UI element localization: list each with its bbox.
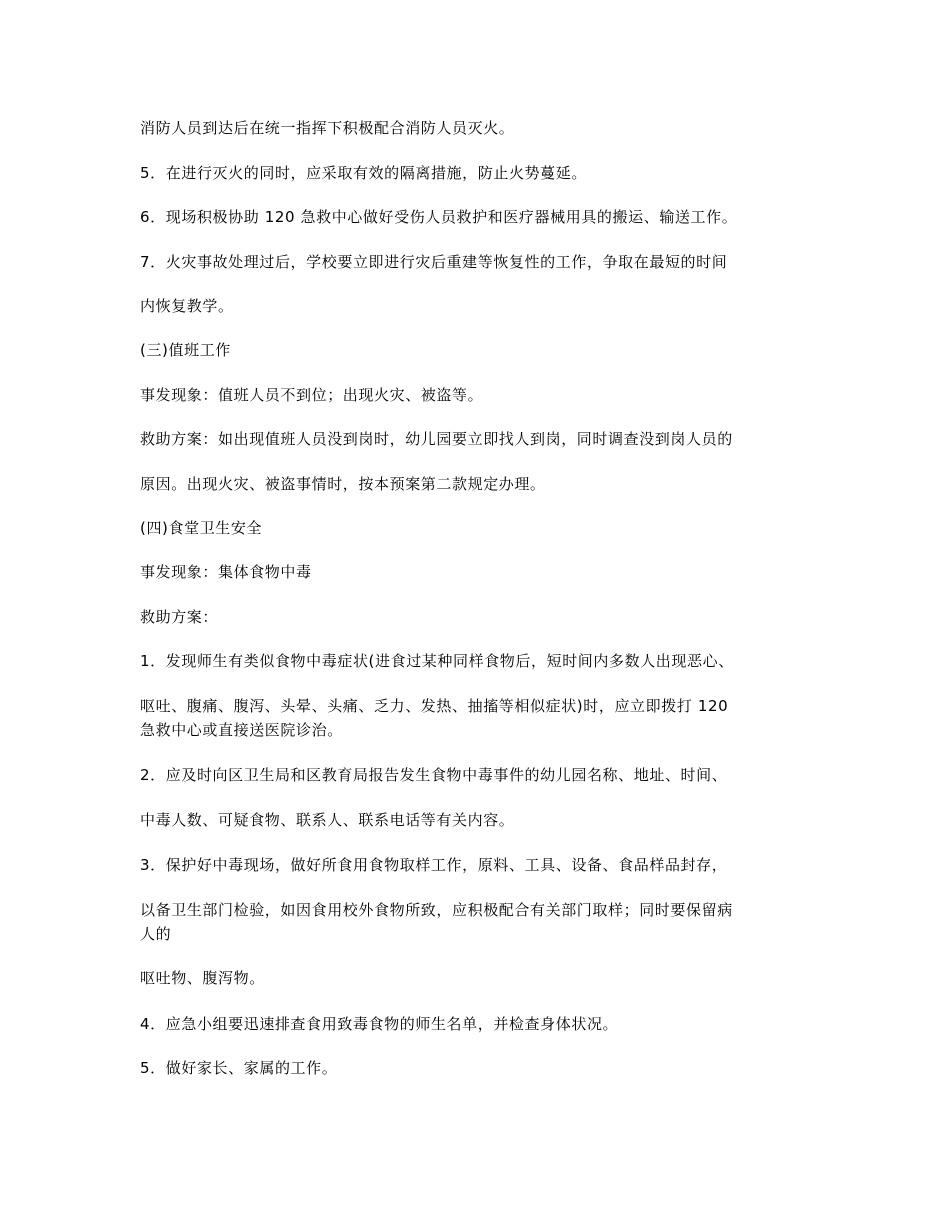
- text-line: 消防人员到达后在统一指挥下积极配合消防人员灭火。: [140, 119, 515, 137]
- text-line: 6．现场积极协助 120 急救中心做好受伤人员救护和医疗器械用具的搬运、输送工作。: [140, 208, 738, 226]
- section-heading: (四)食堂卫生安全: [140, 519, 263, 537]
- text-line: 急救中心或直接送医院诊治。: [140, 721, 343, 739]
- text-line: 1．发现师生有类似食物中毒症状(进食过某种同样食物后，短时间内多数人出现恶心、: [140, 652, 734, 670]
- text-line: 事发现象：值班人员不到位；出现火灾、被盗等。: [140, 386, 484, 404]
- text-line: 救助方案：: [140, 608, 219, 626]
- text-line: 内恢复教学。: [140, 297, 234, 315]
- text-line: 7．火灾事故处理过后，学校要立即进行灾后重建等恢复性的工作，争取在最短的时间: [140, 253, 728, 271]
- text-line: 5．做好家长、家属的工作。: [140, 1059, 338, 1077]
- section-heading: (三)值班工作: [140, 341, 231, 359]
- text-line: 呕吐物、腹泻物。: [140, 969, 265, 987]
- text-line: 中毒人数、可疑食物、联系人、联系电话等有关内容。: [140, 811, 515, 829]
- text-line: 呕吐、腹痛、腹泻、头晕、头痛、乏力、发热、抽搐等相似症状)时，应立即拨打 120: [140, 697, 729, 715]
- text-line: 事发现象：集体食物中毒: [140, 563, 312, 581]
- text-line: 4．应急小组要迅速排查食用致毒食物的师生名单，并检查身体状况。: [140, 1015, 619, 1033]
- text-line: 3．保护好中毒现场，做好所食用食物取样工作，原料、工具、设备、食品样品封存，: [140, 856, 728, 874]
- text-line: 2．应及时向区卫生局和区教育局报告发生食物中毒事件的幼儿园名称、地址、时间、: [140, 766, 728, 784]
- text-line: 原因。出现火灾、被盗事情时，按本预案第二款规定办理。: [140, 475, 546, 493]
- text-line: 以备卫生部门检验，如因食用校外食物所致，应积极配合有关部门取样；同时要保留病: [140, 901, 733, 919]
- text-line: 救助方案：如出现值班人员没到岗时，幼儿园要立即找人到岗，同时调查没到岗人员的: [140, 430, 733, 448]
- text-line: 5．在进行灭火的同时，应采取有效的隔离措施，防止火势蔓延。: [140, 164, 587, 182]
- text-line: 人的: [140, 925, 172, 943]
